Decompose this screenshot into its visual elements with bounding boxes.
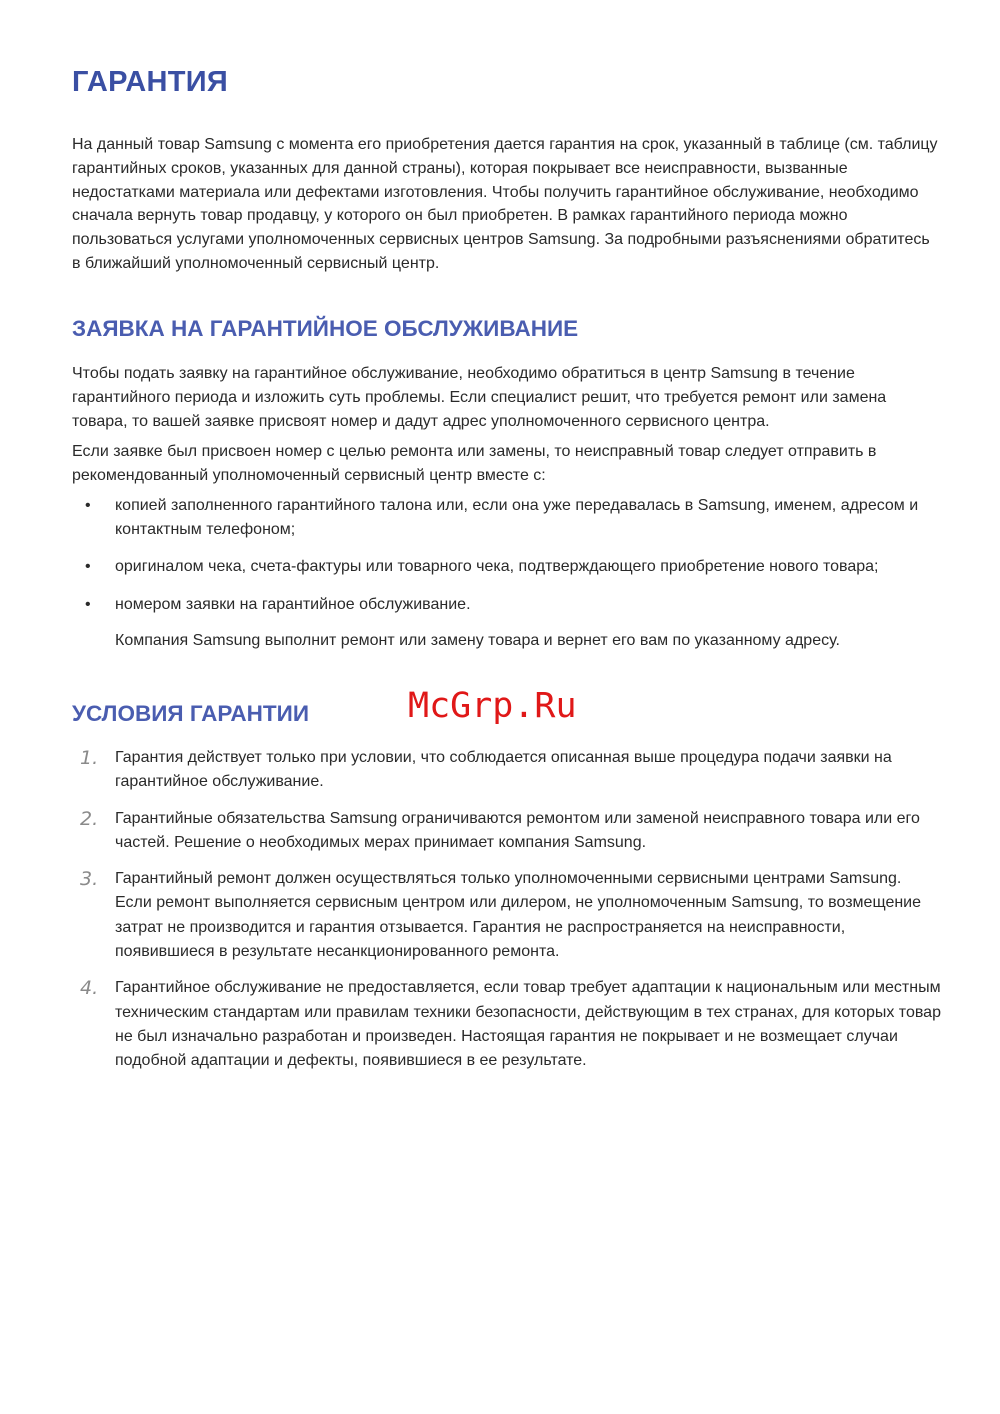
list-item bbox=[72, 746, 942, 795]
conditions-section-heading: УСЛОВИЯ ГАРАНТИИ bbox=[72, 701, 310, 726]
condition-number: 2. bbox=[80, 807, 99, 830]
list-item bbox=[72, 494, 942, 542]
bullet-text: копией заполненного гарантийного талона или, если она уже передавалась в Samsung, именем, адресом и контактным телефоном; bbox=[115, 497, 919, 538]
condition-text: Гарантийные обязательства Samsung ограничиваются ремонтом или заменой неисправного товара или его частей. Решение о необходимых мерах принимает компания Samsung. bbox=[115, 809, 920, 851]
condition-number: 4. bbox=[80, 977, 99, 1000]
page-title: ГАРАНТИЯ bbox=[72, 66, 229, 98]
claim-paragraph-2: Если заявке был присвоен номер с целью ремонта или замены, то неисправный товар следует отправить в рекомендованный уполномоченный сервисный центр вместе с: bbox=[72, 443, 877, 484]
claim-paragraph-1: Чтобы подать заявку на гарантийное обслуживание, необходимо обратиться в центр Samsung в течение гарантийного периода и изложить суть проблемы. Если специалист решит, что требуется ремонт или замена товара, то вашей заявке присвоят номер и дадут адрес уполномоченного сервисного центра. bbox=[72, 365, 887, 430]
list-item bbox=[72, 867, 942, 964]
condition-number: 1. bbox=[80, 747, 99, 769]
list-item bbox=[72, 976, 942, 1073]
conditions-list bbox=[72, 746, 942, 1086]
claim-section-heading: ЗАЯВКА НА ГАРАНТИЙНОЕ ОБСЛУЖИВАНИЕ bbox=[72, 316, 579, 341]
list-item bbox=[72, 593, 942, 617]
condition-text: Гарантийное обслуживание не предоставляется, если товар требует адаптации к национальным или местным техническим стандартам или правилам техники безопасности, действующим в тех странах, для которых товар не был изначально разработан и произведен. Настоящая гарантия не покрывает и не возмещает случаи подобной адаптации и дефекты, появившиеся в ее результате. bbox=[115, 979, 941, 1070]
bullet-text: номером заявки на гарантийное обслуживание. bbox=[115, 596, 471, 613]
claim-bullet-list bbox=[72, 494, 942, 617]
condition-text: Гарантийный ремонт должен осуществляться только уполномоченными сервисными центрами Samsung. Если ремонт выполняется сервисным центром или дилером, не уполномоченным Samsung, то возмещение затрат не производится и гарантия отзывается. Гарантия не распространяется на неисправности, появившиеся в результате несанкционированного ремонта. bbox=[115, 870, 922, 961]
claim-closing-note: Компания Samsung выполнит ремонт или замену товара и вернет его вам по указанному адресу. bbox=[115, 632, 840, 649]
list-item bbox=[72, 555, 942, 579]
condition-text: Гарантия действует только при условии, что соблюдается описанная выше процедура подачи заявки на гарантийное обслуживание. bbox=[115, 749, 892, 791]
bullet-text: оригиналом чека, счета-фактуры или товарного чека, подтверждающего приобретение нового товара; bbox=[115, 558, 879, 575]
watermark-text: McGrp.Ru bbox=[408, 686, 577, 726]
bullet-icon: • bbox=[85, 497, 91, 514]
intro-paragraph: На данный товар Samsung с момента его приобретения дается гарантия на срок, указанный в таблице (см. таблицу гарантийных сроков, указанных для данной страны), которая покрывает все неисправности, вызванные недостатками материала или дефектами изготовления. Чтобы получить гарантийное обслуживание, необходимо сначала вернуть товар продавцу, у которого он был приобретен. В рамках гарантийного периода можно пользоваться услугами уполномоченных сервисных центров Samsung. За подробными разъяснениями обратитесь в ближайший уполномоченный сервисный центр. bbox=[72, 136, 938, 272]
bullet-icon: • bbox=[85, 596, 91, 613]
list-item bbox=[72, 807, 942, 856]
bullet-icon: • bbox=[85, 558, 91, 575]
condition-number: 3. bbox=[80, 868, 99, 891]
